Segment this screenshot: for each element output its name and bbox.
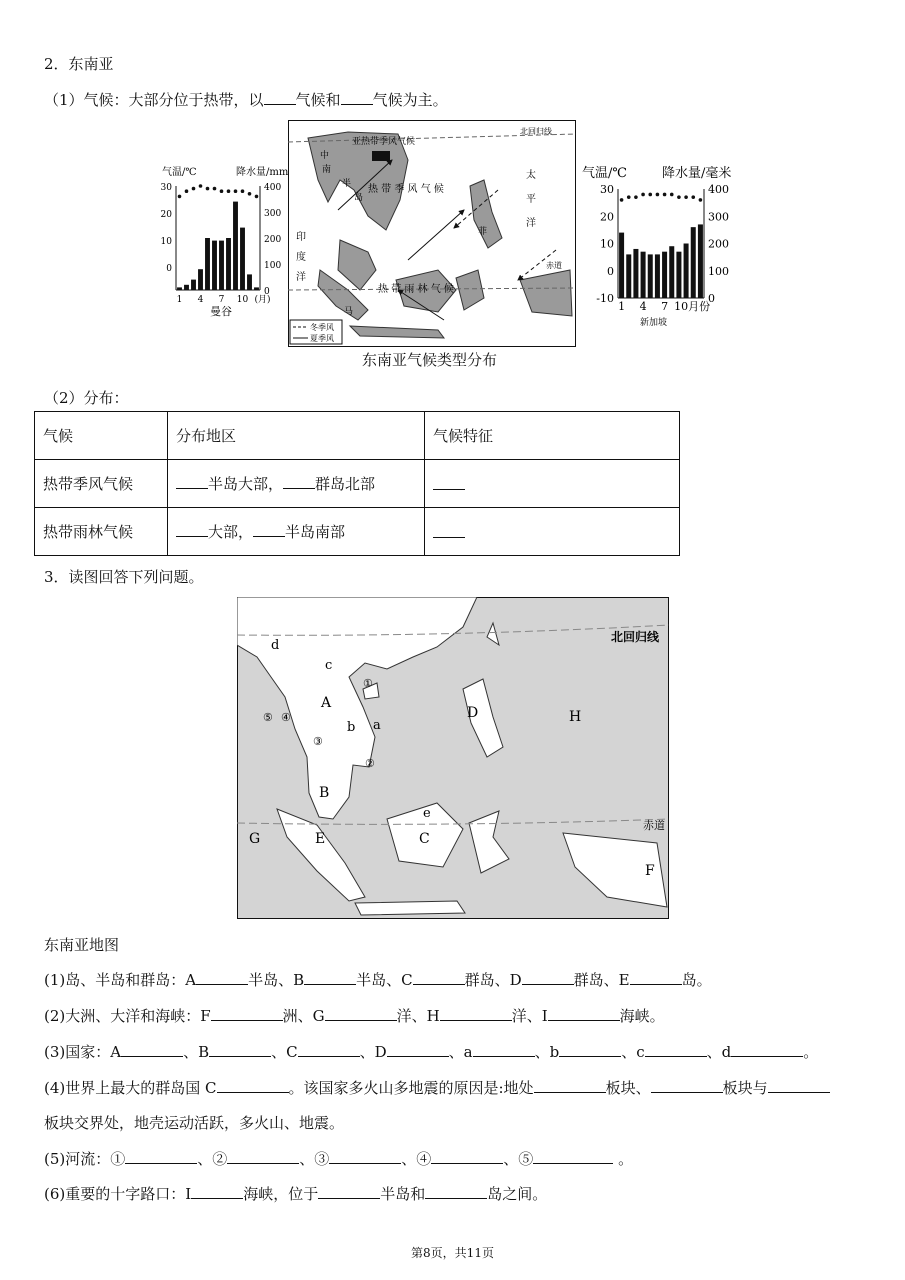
blank[interactable] — [645, 1041, 707, 1057]
map-label-small-2: 南 — [322, 165, 332, 175]
sea-climate-map — [288, 120, 576, 347]
temp-point — [234, 189, 238, 193]
blank[interactable] — [440, 1005, 512, 1021]
blank[interactable] — [768, 1077, 830, 1093]
bangkok-precip-label: 降水量/mm — [236, 167, 288, 178]
blank[interactable] — [209, 1041, 271, 1057]
precip-bar — [226, 238, 231, 290]
blank[interactable] — [253, 521, 285, 537]
table-cell: 热带雨林气候 — [35, 508, 168, 556]
right-tick-label: 0 — [264, 287, 270, 297]
map-label-indian-1: 印 — [296, 232, 306, 243]
temp-point — [627, 195, 631, 199]
table-row — [35, 508, 680, 556]
map-label-small-3: 半 — [342, 179, 352, 189]
temp-point — [227, 189, 231, 193]
temp-point — [641, 193, 645, 197]
blank[interactable] — [630, 969, 682, 985]
map-label-d: d — [271, 638, 280, 653]
temp-point — [248, 192, 252, 196]
blank[interactable] — [325, 1005, 397, 1021]
right-tick-label: 400 — [708, 183, 729, 196]
x-tick-label: 7 — [661, 300, 669, 313]
x-tick-label: 7 — [218, 295, 225, 305]
map-label-c: c — [325, 658, 333, 673]
section3-map-caption: 东南亚地图 — [44, 936, 120, 954]
left-tick-label: 10 — [600, 237, 614, 251]
temp-point — [185, 189, 189, 193]
precip-bar — [233, 202, 238, 290]
blank[interactable] — [196, 969, 248, 985]
map-label-r3: ③ — [313, 735, 323, 748]
precip-bar — [676, 252, 681, 298]
temp-point — [178, 195, 182, 199]
blank[interactable] — [433, 522, 465, 538]
blank[interactable] — [227, 1148, 299, 1164]
blank[interactable] — [387, 1041, 449, 1057]
precip-bar — [191, 280, 196, 290]
section3-q1: (1)岛、半岛和群岛：A 半岛、B 半岛、C 群岛、D 群岛、E 岛。 — [44, 971, 712, 989]
temp-point — [684, 195, 688, 199]
temp-point — [691, 195, 695, 199]
table-header: 气候特征 — [425, 412, 680, 460]
right-tick-label: 400 — [264, 183, 282, 193]
blank[interactable] — [191, 1183, 243, 1199]
blank[interactable] — [283, 473, 315, 489]
table-cell — [425, 508, 680, 556]
map-label-r5: ⑤ — [263, 711, 273, 724]
blank[interactable] — [548, 1005, 620, 1021]
map-label-G: G — [249, 831, 261, 847]
precip-bar — [691, 227, 696, 298]
climate-distribution-table — [34, 411, 680, 556]
temp-point — [206, 187, 210, 191]
temp-point — [220, 189, 224, 193]
blank[interactable] — [433, 474, 465, 490]
precip-bar — [662, 252, 667, 298]
map-label-small-5: 马 — [344, 307, 354, 317]
temp-point — [648, 193, 652, 197]
map-label-F: F — [645, 863, 655, 879]
blank[interactable] — [341, 89, 373, 105]
temp-point — [255, 195, 259, 199]
map-label-indian-3: 洋 — [296, 272, 306, 283]
precip-bar — [184, 285, 189, 290]
blank[interactable] — [425, 1183, 487, 1199]
blank[interactable] — [431, 1148, 503, 1164]
precip-bar — [212, 241, 217, 290]
map-label-small-6: 菲 — [478, 227, 488, 237]
table-cell: 热带季风气候 — [35, 460, 168, 508]
java-outline — [355, 901, 465, 915]
map-label-D: D — [467, 705, 479, 721]
left-tick-label: -10 — [596, 292, 614, 305]
blank[interactable] — [125, 1148, 197, 1164]
map-label-tropic: 北回归线 — [520, 127, 552, 136]
blank[interactable] — [121, 1041, 183, 1057]
singapore-precip-label: 降水量/毫米 — [662, 166, 732, 181]
precip-bar — [633, 249, 638, 298]
precip-bar — [205, 238, 210, 290]
section2-q1: （1）气候：大部分位于热带，以 气候和 气候为主。 — [44, 91, 448, 109]
blank[interactable] — [304, 969, 356, 985]
left-tick-label: 0 — [607, 264, 614, 278]
precip-bar — [655, 254, 660, 298]
right-tick-label: 300 — [264, 209, 282, 219]
right-tick-label: 100 — [708, 264, 729, 278]
map-label-H: H — [569, 709, 582, 725]
section3-q4: (4)世界上最大的群岛国 C 。该国家多火山多地震的原因是:地处 板块、 板块与 — [44, 1077, 830, 1098]
section3-q5: (5)河流：① 、② 、③ 、④ 、⑤ 。 — [44, 1150, 634, 1168]
table-header-row — [35, 412, 680, 460]
temp-point — [670, 193, 674, 197]
precip-bar — [698, 224, 703, 298]
blank[interactable] — [559, 1041, 621, 1057]
map-label-monsoon: 热 带 季 风 气 候 — [368, 184, 444, 195]
singapore-temp-label: 气温/℃ — [582, 166, 627, 181]
map-label-r1: ① — [363, 677, 373, 690]
temp-point — [663, 193, 667, 197]
temp-point — [199, 184, 203, 188]
blank[interactable] — [413, 969, 465, 985]
bangkok-temp-label: 气温/℃ — [162, 167, 197, 178]
blank[interactable] — [264, 89, 296, 105]
section3-q6: (6)重要的十字路口：I 海峡，位于 半岛和 岛之间。 — [44, 1185, 548, 1203]
right-tick-label: 0 — [708, 292, 715, 305]
section2-heading: 2．东南亚 — [44, 55, 114, 73]
blank[interactable] — [522, 969, 574, 985]
precip-bar — [619, 233, 624, 298]
temp-point — [677, 195, 681, 199]
temp-point — [634, 195, 638, 199]
blank[interactable] — [651, 1077, 723, 1093]
map-label-small-4: 岛 — [354, 193, 364, 203]
legend-winter: 冬季风 — [310, 323, 334, 332]
bangkok-climate-chart — [148, 164, 288, 324]
x-tick-label: 4 — [197, 295, 204, 305]
left-tick-label: 30 — [160, 183, 172, 193]
left-tick-label: 10 — [160, 237, 172, 248]
blank[interactable] — [329, 1148, 401, 1164]
table-header: 气候 — [35, 412, 168, 460]
temp-point — [620, 198, 624, 202]
left-tick-label: 30 — [600, 183, 614, 196]
precip-bar — [669, 246, 674, 298]
blank[interactable] — [534, 1077, 606, 1093]
precip-bar — [626, 254, 631, 298]
map-label-rainforest: 热 带 雨 林 气 候 — [378, 284, 454, 295]
map-label-a: a — [373, 718, 381, 733]
singapore-climate-chart — [580, 162, 745, 330]
x-tick-label: 1 — [618, 300, 626, 313]
left-tick-label: 0 — [166, 264, 172, 275]
map-label-b: b — [347, 720, 356, 735]
precip-bar — [177, 287, 182, 290]
map-label-small-1: 中 — [320, 151, 330, 161]
temp-point — [656, 193, 660, 197]
left-tick-label: 20 — [160, 210, 172, 221]
temp-point — [241, 189, 245, 193]
section3-q2: (2)大洲、大洋和海峡：F 洲、G 洋、H 洋、I 海峡。 — [44, 1007, 665, 1025]
temp-point — [699, 198, 703, 202]
temp-point — [192, 187, 196, 191]
page-footer: 第8页，共11页 — [411, 1246, 494, 1260]
blank[interactable] — [731, 1041, 803, 1057]
blank[interactable] — [298, 1041, 360, 1057]
right-tick-label: 200 — [708, 237, 729, 251]
table-cell: 半岛大部， 群岛北部 — [168, 460, 425, 508]
precip-bar — [240, 228, 245, 290]
climate-map-title: 东南亚气候类型分布 — [362, 351, 498, 369]
blank[interactable] — [211, 1005, 283, 1021]
map-label-subtropical: 亚热带季风气候 — [352, 137, 416, 147]
right-tick-label: 300 — [708, 210, 729, 224]
right-tick-label: 100 — [264, 261, 282, 271]
map-label-B: B — [319, 785, 330, 801]
precip-bar — [648, 254, 653, 298]
x-tick-label: 10月份 — [674, 300, 711, 313]
x-tick-label: 1 — [176, 295, 183, 305]
x-tick-label: (月) — [254, 295, 271, 305]
right-tick-label: 200 — [264, 235, 282, 245]
precip-bar — [254, 287, 259, 290]
section2-q2-label: （2）分布： — [44, 389, 129, 407]
section3-q4-continued: 板块交界处，地壳运动活跃，多火山、地震。 — [44, 1114, 345, 1132]
legend-summer: 夏季风 — [310, 334, 334, 343]
bangkok-city-label: 曼谷 — [210, 305, 232, 318]
map-label-pacific-1: 太 — [526, 170, 536, 181]
map-label-tropic: 北回归线 — [611, 630, 660, 644]
table-header: 分布地区 — [168, 412, 425, 460]
precip-bar — [641, 252, 646, 298]
map-label-equator: 赤道 — [546, 261, 562, 270]
blank[interactable] — [176, 521, 208, 537]
map-label-indian-2: 度 — [296, 252, 306, 263]
precip-bar — [198, 269, 203, 290]
precip-bar — [247, 274, 252, 290]
section3-heading: 3．读图回答下列问题。 — [44, 568, 204, 586]
table-cell — [425, 460, 680, 508]
x-tick-label: 4 — [639, 300, 647, 313]
section3-q3: (3)国家：A 、B 、C 、D 、a 、b 、c 、d 。 — [44, 1043, 819, 1061]
map-label-equator: 赤道 — [643, 819, 665, 832]
subtropical-legend-box — [372, 151, 390, 161]
singapore-city-label: 新加坡 — [640, 318, 668, 328]
x-tick-label: 10 — [236, 295, 249, 305]
blank[interactable] — [176, 473, 208, 489]
precip-bar — [684, 244, 689, 299]
map-label-E: E — [315, 831, 326, 847]
blank[interactable] — [318, 1183, 380, 1199]
temp-point — [213, 187, 217, 191]
precip-bar — [219, 241, 224, 290]
map-label-r4: ④ — [281, 711, 291, 724]
map-label-e: e — [423, 806, 431, 821]
blank[interactable] — [533, 1148, 613, 1164]
sea-outline-map — [237, 597, 669, 919]
map-label-C: C — [419, 831, 430, 847]
map-label-pacific-3: 洋 — [526, 218, 536, 229]
table-cell: 大部， 半岛南部 — [168, 508, 425, 556]
blank[interactable] — [217, 1077, 289, 1093]
map-label-r2: ② — [365, 757, 375, 770]
map-label-pacific-2: 平 — [526, 194, 536, 205]
table-row — [35, 460, 680, 508]
left-tick-label: 20 — [600, 210, 614, 224]
map-label-A: A — [321, 695, 332, 711]
blank[interactable] — [473, 1041, 535, 1057]
